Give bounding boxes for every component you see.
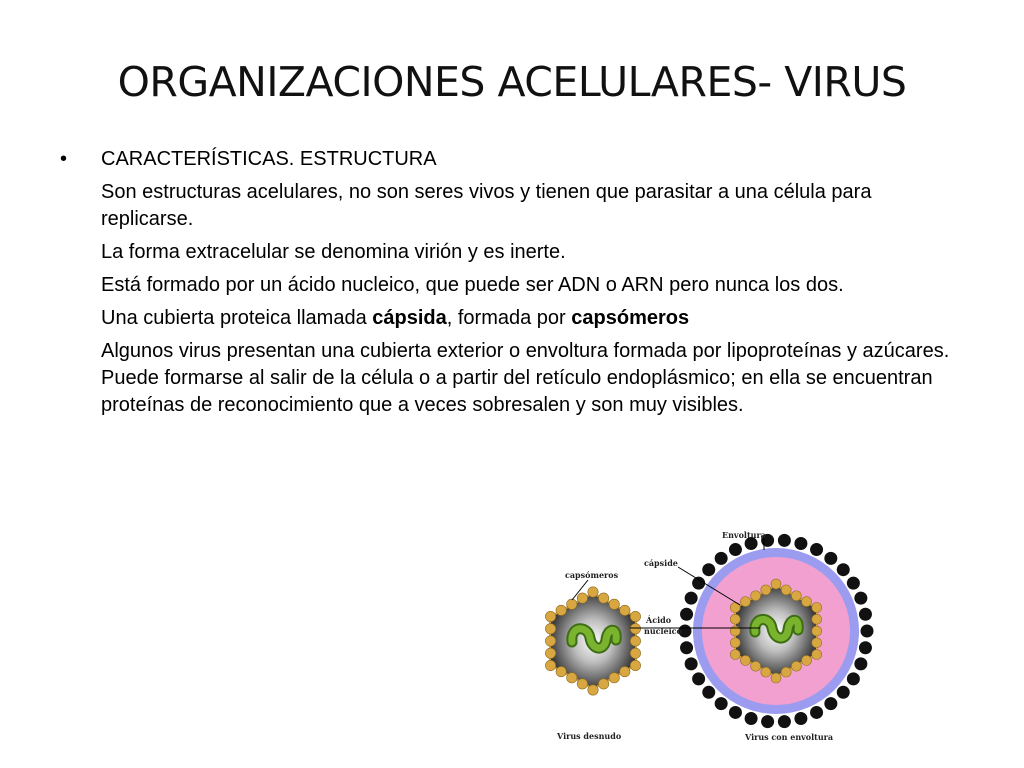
envelope-spike (859, 608, 872, 621)
envelope-spike (854, 657, 867, 670)
capsomere (761, 667, 771, 677)
envelope-spike (810, 543, 823, 556)
capsomere (781, 667, 791, 677)
envelope-spike (685, 657, 698, 670)
capsomere (609, 599, 619, 609)
capsomere (630, 611, 640, 621)
capsomere (802, 597, 812, 607)
capsomere (771, 579, 781, 589)
slide-content (60, 146, 960, 425)
capsomeres-term: capsómeros (571, 307, 690, 329)
capsomere (598, 679, 608, 689)
envelope-spike (794, 537, 807, 550)
label-acido-line2: nucleico (644, 626, 682, 636)
envelope-spike (745, 712, 758, 725)
label-acido-line1: Ácido (646, 615, 672, 625)
capsomere (812, 650, 822, 660)
label-capside: cápside (644, 558, 678, 568)
capsomere (771, 673, 781, 683)
label-virus-desnudo: Virus desnudo (557, 731, 622, 741)
envelope-spike (761, 715, 774, 728)
paragraph-capsid (101, 305, 960, 332)
envelope-spike (685, 592, 698, 605)
envelope-spike (854, 592, 867, 605)
envelope-spike (859, 641, 872, 654)
capsomere (577, 679, 587, 689)
enveloped-virus (679, 534, 874, 728)
envelope-spike (837, 686, 850, 699)
envelope-spike (680, 608, 693, 621)
envelope-spike (715, 552, 728, 565)
label-capsomeros: capsómeros (565, 570, 619, 580)
paragraph-envelope: Algunos virus presentan una cubierta exterior o envoltura formada por lipoproteínas y azúcares. Puede formarse al salir de la célula o a partir del retículo endoplásmico; en ella se encuentran proteínas de reconocimiento que a veces sobresalen y son muy visibles. (101, 340, 950, 416)
capsomere (812, 614, 822, 624)
capsomere (588, 685, 598, 695)
capsomere (751, 661, 761, 671)
capsomere (567, 673, 577, 683)
capsomere (545, 648, 555, 658)
capsid-text-mid: , formada por (446, 307, 572, 329)
envelope-spike (715, 697, 728, 710)
paragraph-nucleic-acid: Está formado por un ácido nucleico, que puede ser ADN o ARN pero nunca los dos. (101, 274, 844, 296)
bullet-heading: CARACTERÍSTICAS. ESTRUCTURA (101, 148, 437, 170)
paragraph-virion: La forma extracelular se denomina virión y es inerte. (101, 241, 566, 263)
capsomere (556, 666, 566, 676)
capsid-text-pre: Una cubierta proteica llamada (101, 307, 373, 329)
capsomere (545, 624, 555, 634)
capsomere (545, 636, 555, 646)
envelope-spike (692, 577, 705, 590)
capsomere (791, 591, 801, 601)
envelope-spike (824, 552, 837, 565)
envelope-spike (702, 686, 715, 699)
envelope-spike (847, 672, 860, 685)
capsomere (630, 624, 640, 634)
capsomere (751, 591, 761, 601)
envelope-spike (729, 706, 742, 719)
capsomere (588, 587, 598, 597)
paragraph-acellular: Son estructuras acelulares, no son seres vivos y tienen que parasitar a una célula para replicarse. (101, 181, 872, 230)
capsomere (567, 599, 577, 609)
label-envoltura: Envoltura (722, 530, 766, 540)
envelope-spike (824, 697, 837, 710)
capsomere (730, 638, 740, 648)
capsomere (630, 648, 640, 658)
capsid-term: cápsida (372, 307, 447, 329)
capsomere (609, 673, 619, 683)
capsomere (730, 614, 740, 624)
capsomere (630, 660, 640, 670)
capsomere (577, 593, 587, 603)
envelope-spike (702, 563, 715, 576)
envelope-spike (810, 706, 823, 719)
envelope-spike (847, 577, 860, 590)
capsomere (761, 585, 771, 595)
capsomere (620, 666, 630, 676)
envelope-spike (680, 641, 693, 654)
capsomere (630, 636, 640, 646)
envelope-spike (692, 672, 705, 685)
capsomere (740, 655, 750, 665)
envelope-spike (861, 625, 874, 638)
capsomere (812, 603, 822, 613)
bullet-symbol: • (60, 148, 68, 170)
envelope-spike (794, 712, 807, 725)
capsomere (802, 655, 812, 665)
capsomere (740, 597, 750, 607)
virus-diagram (520, 525, 920, 755)
capsomere (545, 660, 555, 670)
envelope-spike (778, 534, 791, 547)
capsomere (730, 650, 740, 660)
capsomere (812, 626, 822, 636)
capsomere (545, 611, 555, 621)
slide-title: ORGANIZACIONES ACELULARES- VIRUS (117, 58, 907, 106)
envelope-spike (729, 543, 742, 556)
capsomere (791, 661, 801, 671)
envelope-spike (778, 715, 791, 728)
capsomere (781, 585, 791, 595)
envelope-spike (837, 563, 850, 576)
capsomere (812, 638, 822, 648)
capsomere (556, 605, 566, 615)
capsomere (598, 593, 608, 603)
label-virus-envoltura: Virus con envoltura (745, 732, 834, 742)
bullet-item (60, 146, 960, 173)
naked-virus (545, 587, 640, 695)
capsomere (620, 605, 630, 615)
